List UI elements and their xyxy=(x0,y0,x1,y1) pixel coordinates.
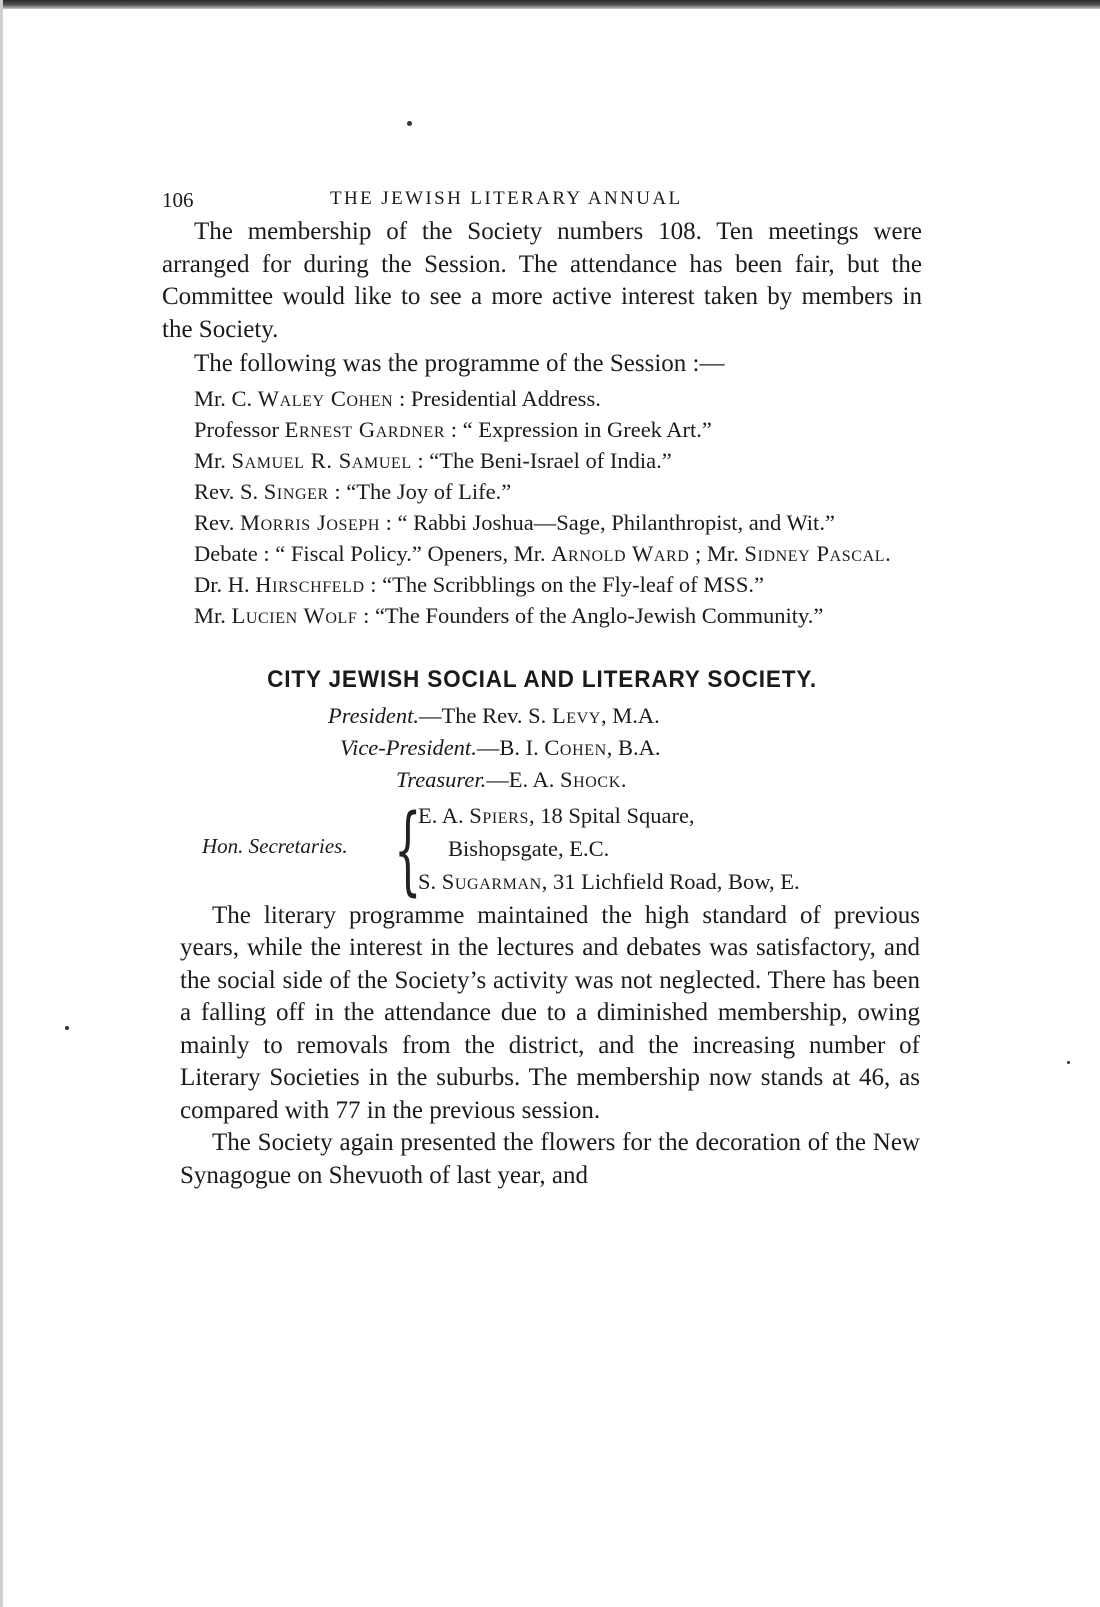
programme-item: Mr. Samuel R. Samuel : “The Beni-Israel of India.” xyxy=(194,448,672,473)
programme-item: Professor Ernest Gardner : “ Expression in Greek Art.” xyxy=(194,417,712,442)
officer-president: President.—The Rev. S. Levy, M.A. xyxy=(328,702,660,728)
programme-item: Debate : “ Fiscal Policy.” Openers, Mr. Arnold Ward ; Mr. Sidney Pascal. xyxy=(194,541,891,566)
officer-treasurer: Treasurer.—E. A. Shock. xyxy=(396,766,627,792)
ink-speck xyxy=(65,1026,69,1030)
ink-speck xyxy=(1067,1061,1070,1064)
programme-list xyxy=(162,384,922,632)
scan-edge-left xyxy=(0,0,3,1607)
programme-item: Dr. H. Hirschfeld : “The Scribblings on the Fly-leaf of MSS.” xyxy=(194,572,764,597)
secretary-line: Bishopsgate, E.C. xyxy=(448,835,610,861)
programme-intro: The following was the programme of the Session :— xyxy=(194,350,725,377)
section-heading: CITY JEWISH SOCIAL AND LITERARY SOCIETY. xyxy=(267,665,817,693)
running-head xyxy=(162,180,922,216)
scan-edge-top xyxy=(0,0,1100,9)
secretary-line: S. Sugarman, 31 Lichfield Road, Bow, E. xyxy=(418,868,800,894)
programme-item: Mr. Lucien Wolf : “The Founders of the Anglo-Jewish Community.” xyxy=(194,603,824,628)
section-paragraph: The literary programme maintained the high standard of previous years, while the interest in the lectures and debates was satisfactory, and the social side of the Society’s activity was not neglected. There has been a falling off in the attendance due to a diminished membership, owing mainly to removals from the district, and the increasing number of Literary Societies in the suburbs. The membership now stands at 46, as compared with 77 in the previous session. xyxy=(180,901,920,1124)
hon-secretaries-block xyxy=(162,793,922,906)
running-title: THE JEWISH LITERARY ANNUAL xyxy=(330,188,683,209)
membership-paragraph: The membership of the Society numbers 108. Ten meetings were arranged for during the Session. The attendance has been fair, but the Committee would like to see a more active interest taken by members in the Society. xyxy=(162,218,922,343)
programme-item: Rev. Morris Joseph : “ Rabbi Joshua—Sage, Philanthropist, and Wit.” xyxy=(194,510,835,535)
hon-secretaries-label: Hon. Secretaries. xyxy=(202,833,348,858)
programme-item: Rev. S. Singer : “The Joy of Life.” xyxy=(194,479,512,504)
secretary-line: E. A. Spiers, 18 Spital Square, xyxy=(418,802,695,828)
book-page xyxy=(162,180,922,1192)
curly-brace-icon: { xyxy=(394,793,422,906)
section-paragraph: The Society again presented the flowers for the decoration of the New Synagogue on Shevuoth of last year, and xyxy=(180,1129,920,1189)
officer-vice-president: Vice-President.—B. I. Cohen, B.A. xyxy=(340,734,661,760)
ink-speck xyxy=(407,121,412,126)
page-number: 106 xyxy=(162,188,194,212)
programme-item: Mr. C. Waley Cohen : Presidential Address. xyxy=(194,386,601,411)
